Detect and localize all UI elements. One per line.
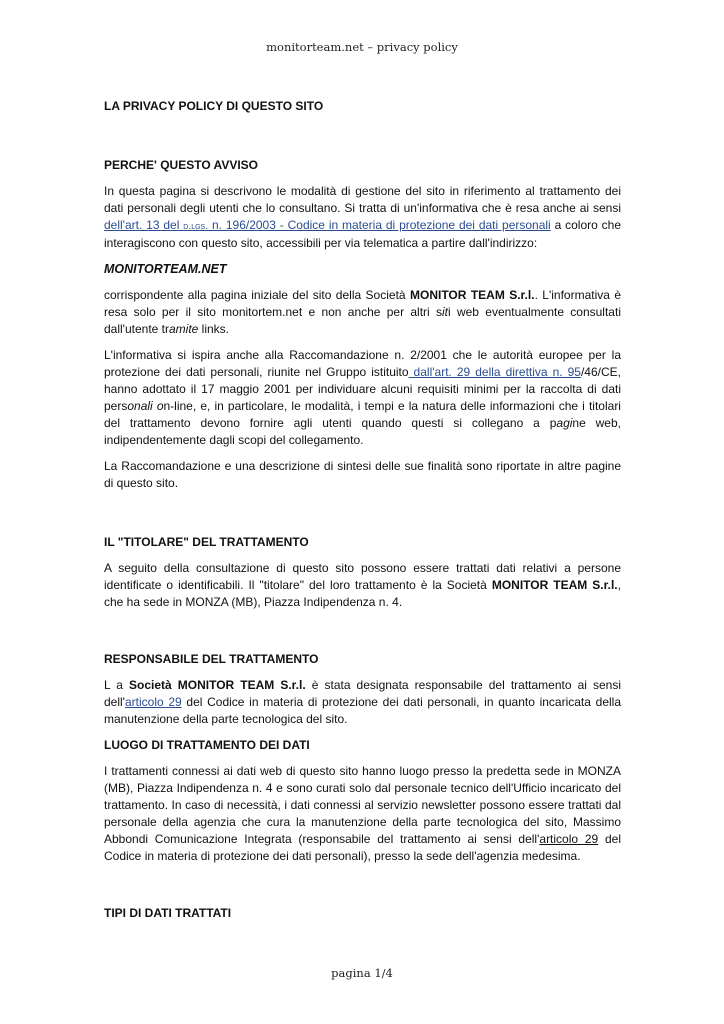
link-art-29-direttiva-95[interactable]: dall'art. 29 della direttiva n. 95 bbox=[408, 365, 581, 379]
heading-perche-questo-avviso: PERCHE' QUESTO AVVISO bbox=[104, 158, 258, 172]
paragraph-raccomandazione-sintesi: La Raccomandazione e una descrizione di sintesi delle sue finalità sono riportate in altre pagine di questo sito. bbox=[104, 459, 621, 490]
heading-titolare: IL "TITOLARE" DEL TRATTAMENTO bbox=[104, 535, 309, 549]
page-footer: pagina 1/4 bbox=[331, 966, 393, 980]
link-articolo-29[interactable]: articolo 29 bbox=[539, 832, 599, 846]
site-domain: monitortem.net bbox=[222, 305, 303, 319]
heading-luogo-trattamento: LUOGO DI TRATTAMENTO DEI DATI bbox=[104, 738, 310, 752]
heading-tipi-dati: TIPI DI DATI TRATTATI bbox=[104, 906, 232, 920]
paragraph-intro bbox=[104, 183, 621, 252]
document-title: LA PRIVACY POLICY DI QUESTO SITO bbox=[104, 99, 324, 113]
company-name: MONITOR TEAM S.r.l. bbox=[491, 578, 618, 592]
company-name: MONITOR TEAM S.r.l. bbox=[409, 288, 535, 302]
paragraph-titolare: A seguito della consultazione di questo sito possono essere trattati dati relativi a persone identificate o identificabili. Il "titolare" del loro trattamento è la Società MONITOR TEAM S.r.l., che ha sede in MONZA (MB), Piazza Indipendenza n. 4. bbox=[104, 561, 621, 609]
heading-responsabile: RESPONSABILE DEL TRATTAMENTO bbox=[104, 652, 319, 666]
company-name: Società MONITOR TEAM S.r.l. bbox=[129, 678, 306, 692]
text: a coloro che interagiscono con questo sito, accessibili per via telematica a partire dall'indirizzo: bbox=[104, 218, 621, 250]
paragraph-responsabile: L a Società MONITOR TEAM S.r.l. è stata designata responsabile del trattamento ai sensi dell'articolo 29 del Codice in materia di protezione dei dati personali, in quanto incaricata della manutenzione della parte tecnologica del sito. bbox=[104, 678, 621, 726]
paragraph-homepage: corrispondente alla pagina iniziale del sito della Società MONITOR TEAM S.r.l.. L'informativa è resa solo per il sito monitortem.net e non anche per altri siti web eventualmente consultati dall'utente tramite links. bbox=[104, 288, 622, 336]
link-articolo-29[interactable]: articolo 29 bbox=[124, 695, 182, 709]
paragraph-luogo: I trattamenti connessi ai dati web di questo sito hanno luogo presso la predetta sede in MONZA (MB), Piazza Indipendenza n. 4 e sono curati solo dal personale tecnico dell'Ufficio incaricato del trattamento. In caso di necessità, i dati connessi al servizio newsletter possono essere trattati dal personale della agenzia che cura la manutenzione della parte tecnologica del sito, Massimo Abbondi Comunicazione Integrata (responsabile del trattamento ai sensi dell'articolo 29 del Codice in materia di protezione dei dati personali), presso la sede dell'agenzia medesima. bbox=[104, 764, 621, 863]
paragraph-raccomandazione: L'informativa si ispira anche alla Raccomandazione n. 2/2001 che le autorità europee per la protezione dei dati personali, riunite nel Gruppo istituito dall'art. 29 della direttiva n. 95/46/CE, hanno adottato il 17 maggio 2001 per individuare alcuni requisiti minimi per la raccolta di dati personali on-line, e, in particolare, le modalità, i tempi e la natura delle informazioni che i titolari del trattamento devono fornire agli utenti quando questi si collegano a pagine web, indipendentemente dagli scopi del collegamento. bbox=[104, 348, 621, 447]
document-body bbox=[104, 98, 621, 922]
site-name: MONITORTEAM.NET bbox=[104, 262, 227, 276]
text: In questa pagina si descrivono le modalità di gestione del sito in riferimento al trattamento dei dati personali degli utenti che lo consultano. Si tratta di un'informativa che è resa anche ai sensi bbox=[104, 184, 621, 215]
page-header: monitorteam.net – privacy policy bbox=[266, 40, 458, 54]
link-art-13-dlgs-196-2003[interactable]: dell'art. 13 del d.lgs. n. 196/2003 - Codice in materia di protezione dei dati personali bbox=[104, 218, 551, 232]
